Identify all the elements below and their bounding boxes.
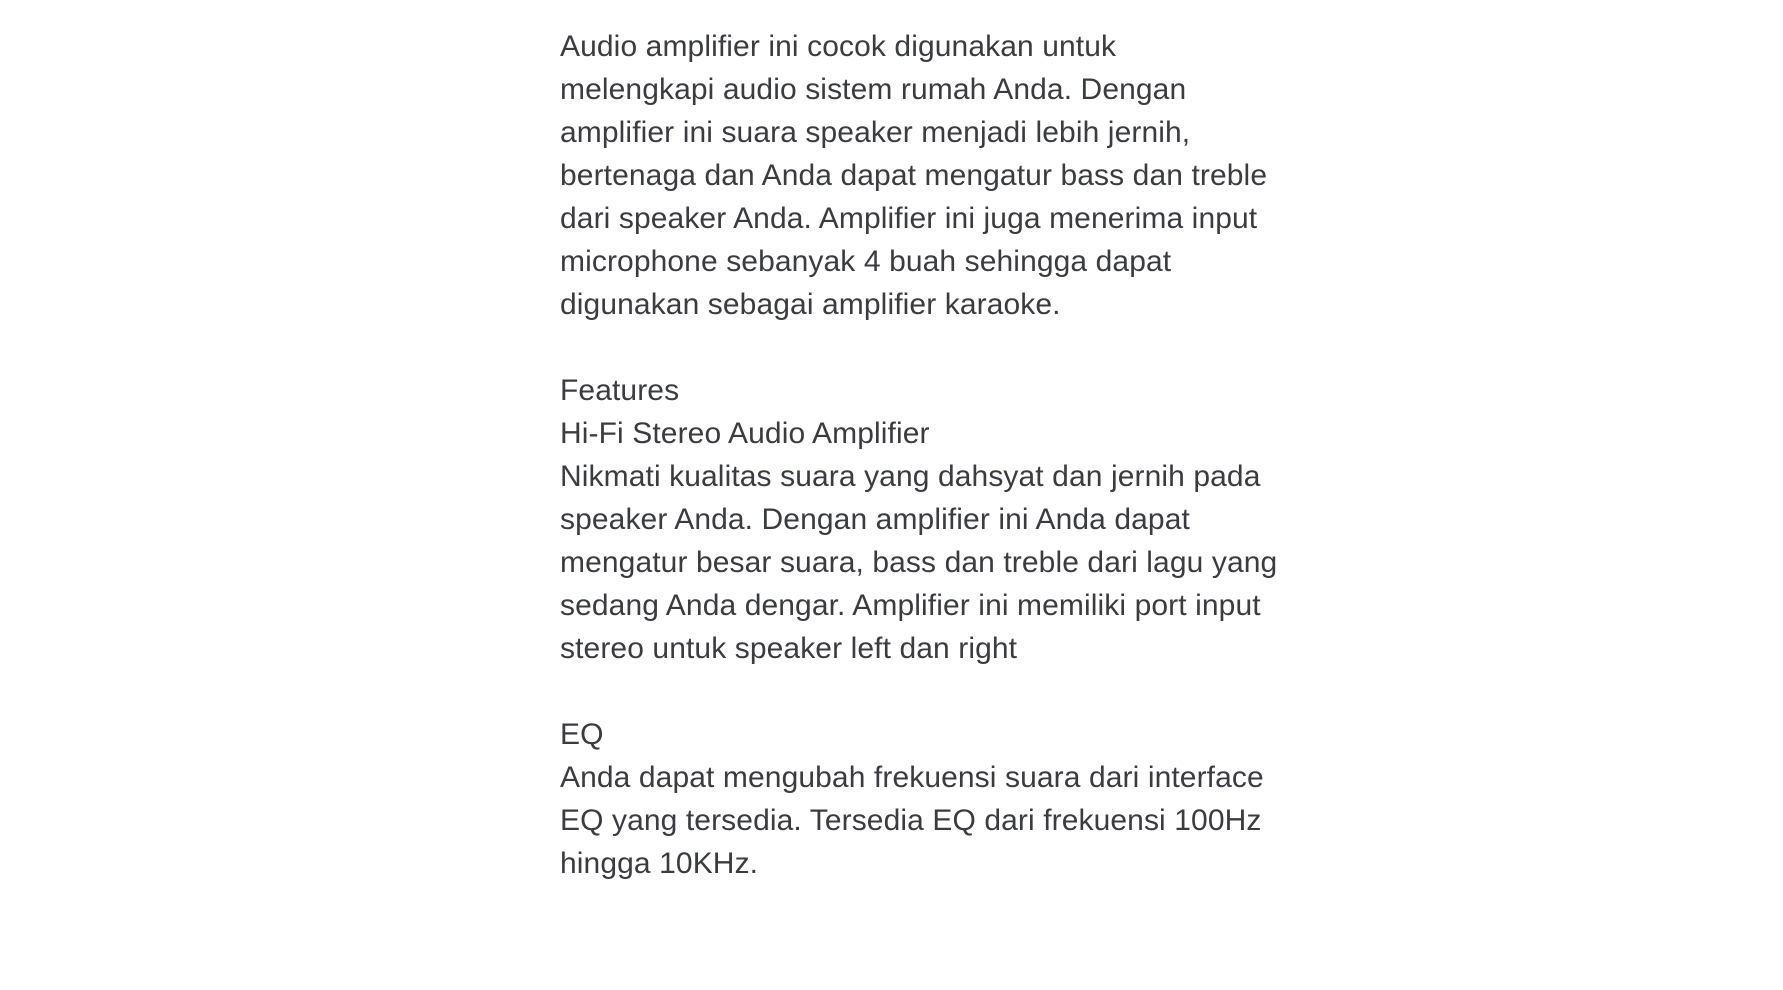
feature-line: Nikmati kualitas suara yang dahsyat dan jernih pada	[560, 460, 1261, 493]
product-description	[560, 25, 1320, 885]
feature-title-eq: EQ	[560, 718, 604, 751]
intro-line: bertenaga dan Anda dapat mengatur bass dan treble	[560, 159, 1268, 192]
eq-section	[560, 713, 1320, 885]
feature-line: Anda dapat mengubah frekuensi suara dari interface	[560, 761, 1264, 794]
intro-line: melengkapi audio sistem rumah Anda. Dengan	[560, 73, 1187, 106]
feature-line: hingga 10KHz.	[560, 847, 759, 880]
intro-paragraph	[560, 25, 1320, 326]
feature-line: EQ yang tersedia. Tersedia EQ dari frekuensi 100Hz	[560, 804, 1262, 837]
feature-title-hifi: Hi-Fi Stereo Audio Amplifier	[560, 417, 930, 450]
feature-line: stereo untuk speaker left dan right	[560, 632, 1018, 665]
intro-line: amplifier ini suara speaker menjadi lebih jernih,	[560, 116, 1191, 149]
paragraph-gap	[560, 326, 1320, 369]
intro-line: Audio amplifier ini cocok digunakan untuk	[560, 30, 1117, 63]
features-section	[560, 369, 1320, 670]
intro-line: digunakan sebagai amplifier karaoke.	[560, 288, 1061, 321]
intro-line: dari speaker Anda. Amplifier ini juga menerima input	[560, 202, 1258, 235]
feature-line: speaker Anda. Dengan amplifier ini Anda dapat	[560, 503, 1190, 536]
feature-line: sedang Anda dengar. Amplifier ini memiliki port input	[560, 589, 1261, 622]
feature-line: mengatur besar suara, bass dan treble dari lagu yang	[560, 546, 1278, 579]
intro-line: microphone sebanyak 4 buah sehingga dapat	[560, 245, 1172, 278]
paragraph-gap	[560, 670, 1320, 713]
features-heading: Features	[560, 374, 680, 407]
